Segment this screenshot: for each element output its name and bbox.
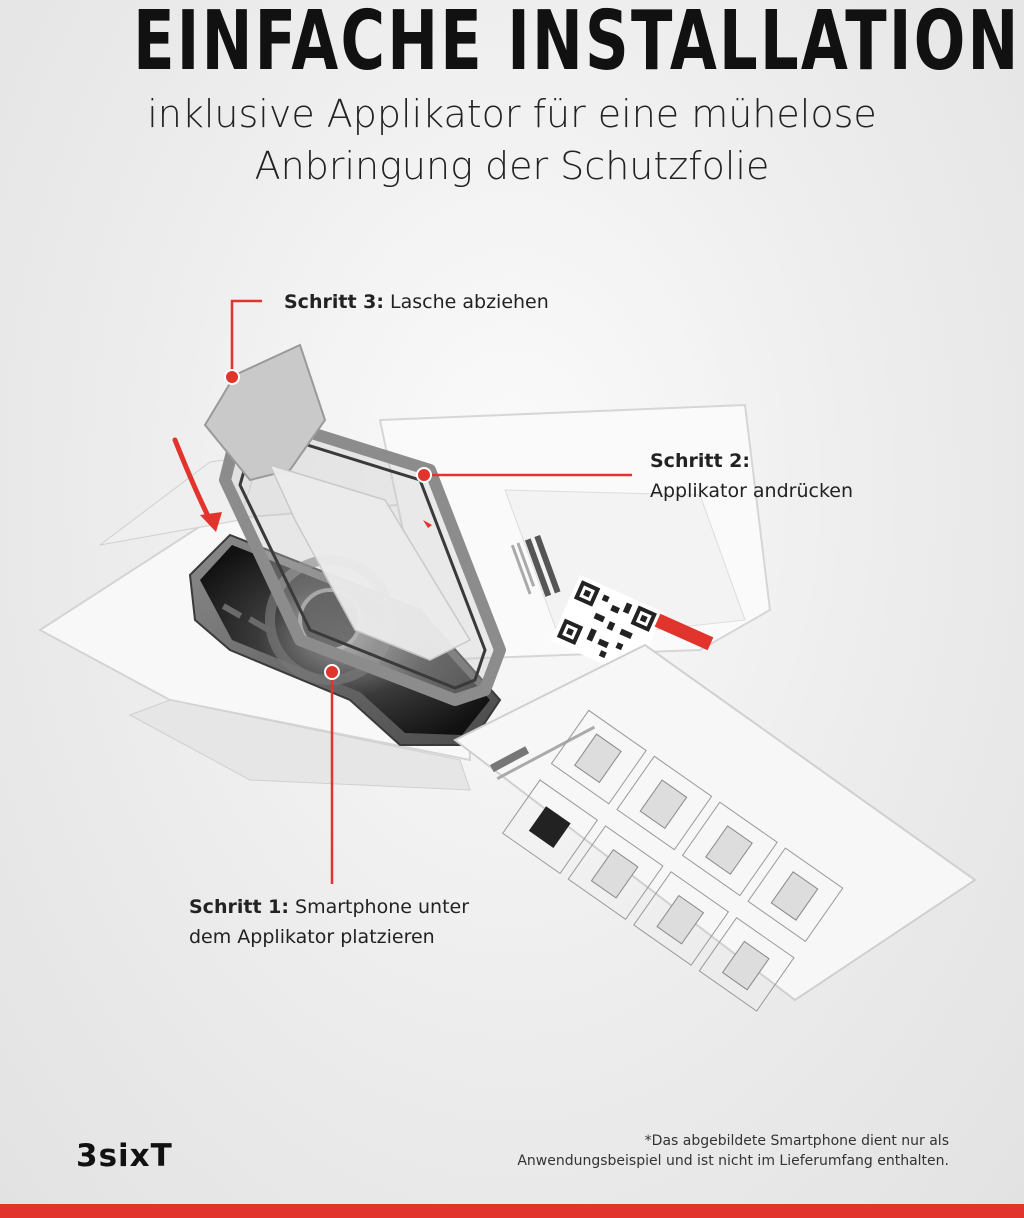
- step1-text-line1: Smartphone unter: [295, 896, 470, 918]
- step2-label: Schritt 2:: [650, 450, 750, 472]
- callout-step3: [284, 287, 549, 317]
- step1-text-line2: dem Applikator platzieren: [189, 926, 435, 948]
- disclaimer-line-2: Anwendungsbeispiel und ist nicht im Lieferumfang enthalten.: [517, 1153, 949, 1169]
- application-guide-sheet: [455, 645, 975, 1011]
- subtitle-line-1: inklusive Applikator für eine mühelose: [147, 92, 877, 136]
- step1-label: Schritt 1:: [189, 896, 289, 918]
- step3-text: Lasche abziehen: [390, 291, 549, 313]
- bottom-accent-bar: [0, 1204, 1024, 1218]
- disclaimer-line-1: *Das abgebildete Smartphone dient nur als: [644, 1133, 949, 1149]
- step2-text: Applikator andrücken: [650, 480, 854, 502]
- disclaimer-note: [517, 1131, 949, 1171]
- brand-logo: 3sixT: [76, 1138, 173, 1174]
- callout-step1: [189, 892, 469, 952]
- callout-step2: [650, 446, 853, 506]
- subtitle-line-2: Anbringung der Schutzfolie: [254, 144, 770, 188]
- step3-label: Schritt 3:: [284, 291, 384, 313]
- page-title: EINFACHE INSTALLATION: [133, 0, 1021, 89]
